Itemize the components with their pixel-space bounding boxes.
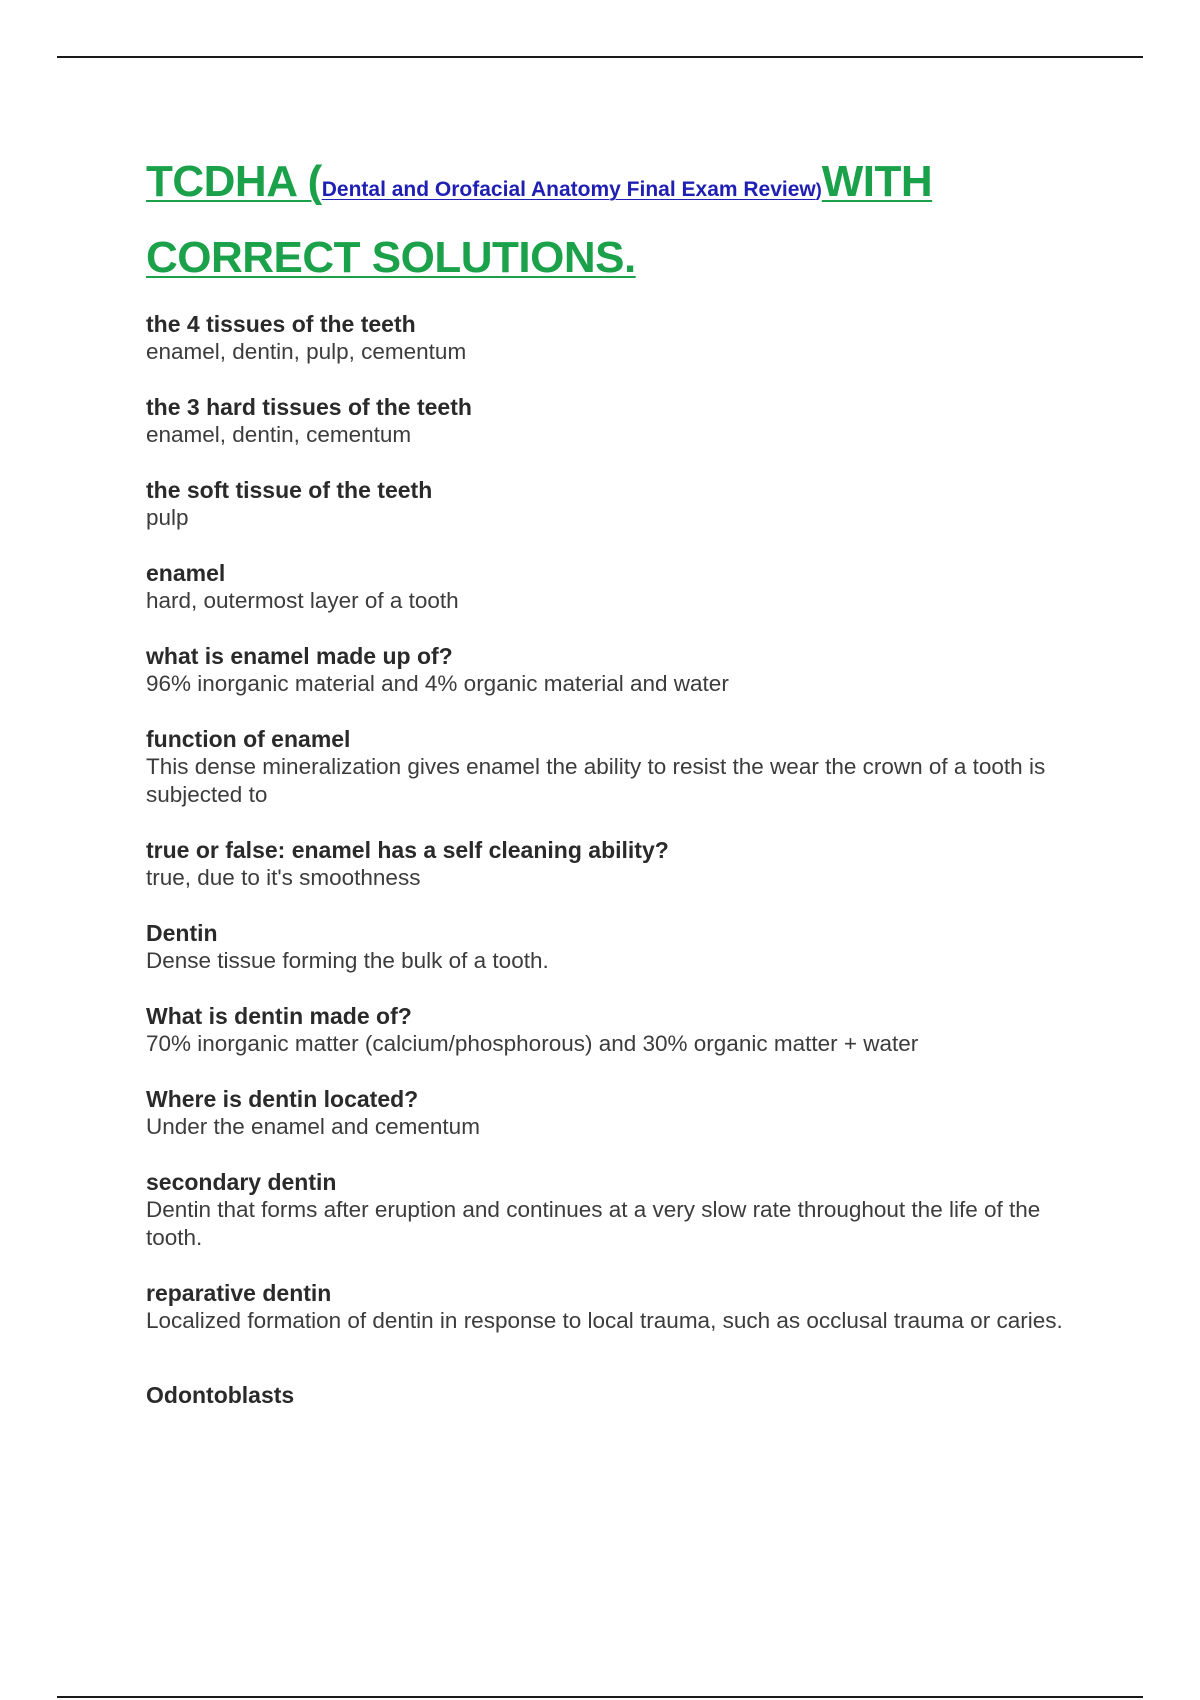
qa-definition: enamel, dentin, pulp, cementum [146,339,467,364]
qa-definition: Localized formation of dentin in response to local trauma, such as occlusal trauma or caries. [146,1308,1063,1333]
qa-definition: 70% inorganic matter (calcium/phosphorous) and 30% organic matter + water [146,1031,919,1056]
qa-definition: true, due to it's smoothness [146,865,421,890]
qa-definition: Under the enamel and cementum [146,1114,480,1139]
qa-term: what is enamel made up of? [146,643,453,669]
qa-item [146,476,1096,532]
qa-definition: Dentin that forms after eruption and continues at a very slow rate throughout the life of the tooth. [146,1197,1041,1250]
qa-definition: This dense mineralization gives enamel the ability to resist the wear the crown of a tooth is subjected to [146,754,1046,807]
title-close-paren: ) [815,180,822,200]
top-rule [57,56,1143,58]
title-prefix: TCDHA ( [146,157,322,206]
qa-definition: Dense tissue forming the bulk of a tooth. [146,948,549,973]
qa-item [146,393,1096,449]
qa-item [146,1002,1096,1058]
qa-item [146,642,1096,698]
document-title [146,148,1096,292]
qa-definition: 96% inorganic material and 4% organic material and water [146,671,729,696]
title-suffix: WITH [821,157,933,206]
title-line-2: CORRECT SOLUTIONS. [146,233,636,282]
qa-term: Where is dentin located? [146,1086,419,1112]
qa-term: secondary dentin [146,1169,337,1195]
qa-item [146,559,1096,615]
qa-item [146,725,1096,809]
qa-term: the 4 tissues of the teeth [146,311,416,337]
qa-term: enamel [146,560,226,586]
qa-item [146,919,1096,975]
qa-item [146,836,1096,892]
qa-term: the soft tissue of the teeth [146,477,433,503]
qa-item [146,310,1096,366]
document-page [146,148,1096,1436]
title-link[interactable]: Dental and Orofacial Anatomy Final Exam Review [321,178,816,201]
qa-term: Dentin [146,920,218,946]
qa-term: What is dentin made of? [146,1003,412,1029]
qa-item [146,1085,1096,1141]
qa-definition: enamel, dentin, cementum [146,422,412,447]
bottom-rule [57,1696,1143,1698]
qa-definition: hard, outermost layer of a tooth [146,588,459,613]
qa-item [146,1381,1096,1409]
qa-item [146,1279,1096,1335]
qa-definition: pulp [146,505,189,530]
qa-term: function of enamel [146,726,351,752]
qa-term: the 3 hard tissues of the teeth [146,394,472,420]
qa-list [146,310,1096,1409]
qa-term: true or false: enamel has a self cleaning ability? [146,837,669,863]
qa-term: Odontoblasts [146,1382,295,1408]
qa-term: reparative dentin [146,1280,332,1306]
qa-item [146,1168,1096,1252]
